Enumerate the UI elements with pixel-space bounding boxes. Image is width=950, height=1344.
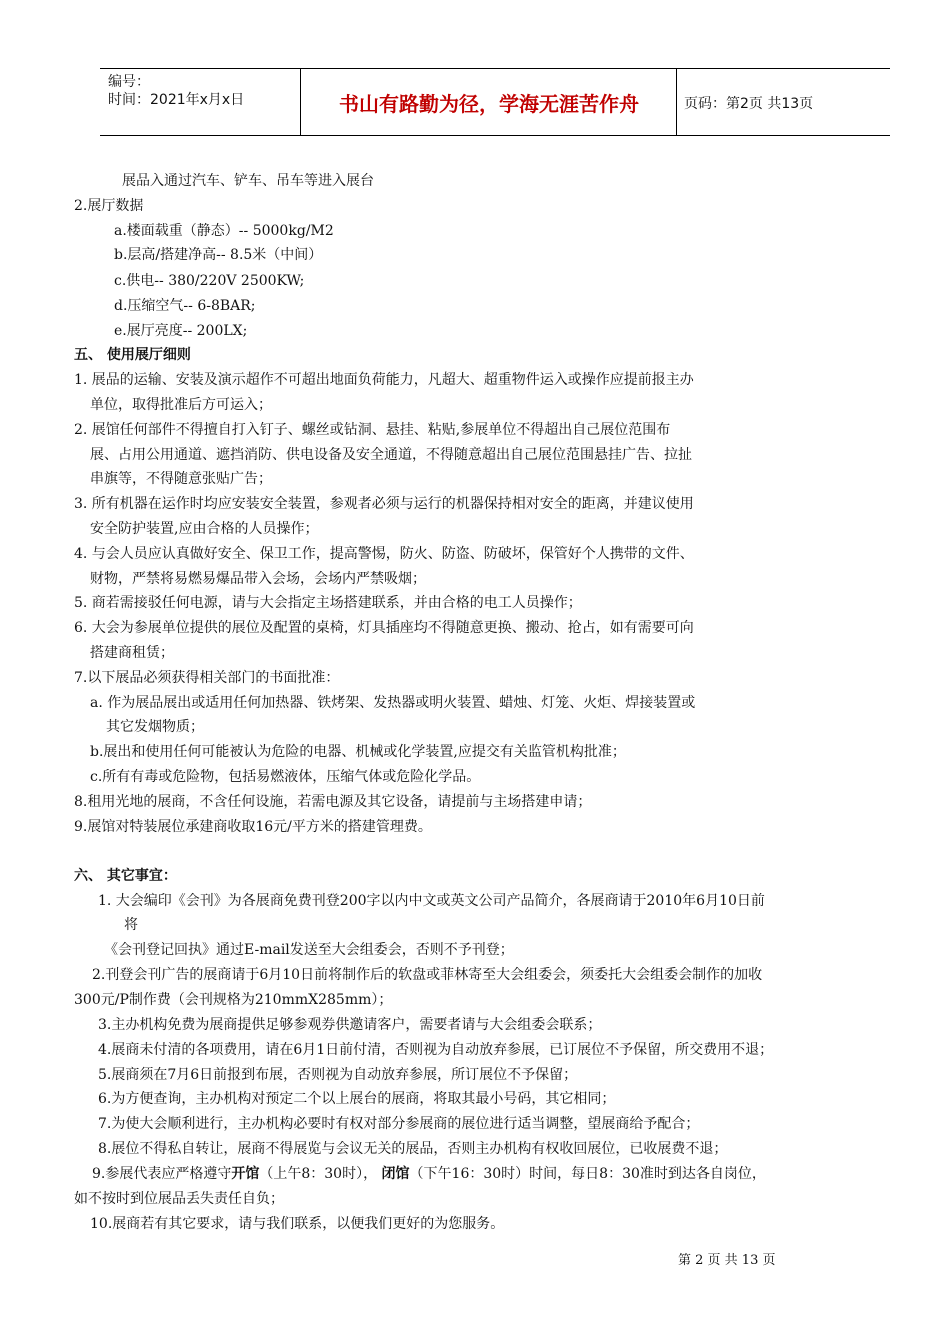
list-item: 5. 商若需接驳任何电源，请与大会指定主场搭建联系，并由合格的电工人员操作； — [74, 595, 582, 611]
list-item: 5.展商须在7月6日前报到布展，否则视为自动放弃参展，所订展位不予保留； — [98, 1067, 578, 1083]
document-time: 时间：2021年x月x日 — [108, 92, 245, 108]
sub-list-item: b.展出和使用任何可能被认为危险的电器、机械或化学装置,应提交有关监管机构批准； — [90, 744, 626, 760]
list-item: a.楼面载重（静态）-- 5000kg/M2 — [114, 223, 334, 239]
list-item-continuation: 搭建商租赁； — [90, 645, 174, 661]
list-item: 1. 大会编印《会刊》为各展商免费刊登200字以内中文或英文公司产品简介，各展商请于2010年6月10日前 — [98, 893, 765, 909]
list-item-text: （下午16：30时）时间，每日8：30准时到达各自岗位， — [409, 1166, 766, 1182]
list-item: e.展厅亮度-- 200LX; — [114, 323, 248, 339]
list-item: 8.租用光地的展商，不含任何设施，若需电源及其它设备，请提前与主场搭建申请； — [74, 794, 592, 810]
header-meta — [108, 73, 300, 109]
document-number-label: 编号： — [108, 74, 150, 90]
header-divider — [300, 69, 301, 135]
list-item: 9.展馆对特装展位承建商收取16元/平方米的搭建管理费。 — [74, 819, 432, 835]
list-item: d.压缩空气-- 6-8BAR; — [114, 298, 256, 314]
list-item-continuation: 展、占用公用通道、遮挡消防、供电设备及安全通道，不得随意超出自己展位范围悬挂广告、拉扯 — [90, 447, 692, 463]
list-item-continuation: 如不按时到位展品丢失责任自负； — [74, 1191, 284, 1207]
sub-list-item: c.所有有毒或危险物，包括易燃液体，压缩气体或危险化学品。 — [90, 769, 481, 785]
close-time-label: 闭馆 — [381, 1166, 410, 1182]
list-item: 6. 大会为参展单位提供的展位及配置的桌椅，灯具插座均不得随意更换、搬动、抢占，如有需要可向 — [74, 620, 694, 636]
section-subheading: 2.展厅数据 — [74, 198, 144, 214]
section-heading: 六、 其它事宜： — [74, 868, 177, 884]
list-item-continuation: 串旗等，不得随意张贴广告； — [90, 471, 272, 487]
list-item-continuation: 将 — [124, 917, 138, 933]
open-time-label: 开馆 — [231, 1166, 260, 1182]
body-line: 展品入通过汽车、铲车、吊车等进入展台 — [122, 173, 374, 189]
list-item: 3. 所有机器在运作时均应安装安全装置，参观者必须与运行的机器保持相对安全的距离，并建议使用 — [74, 496, 694, 512]
sub-list-item-continuation: 其它发烟物质； — [106, 719, 204, 735]
list-item: 2. 展馆任何部件不得擅自打入钉子、螺丝或钻洞、悬挂、粘贴,参展单位不得超出自己展位范围布 — [74, 422, 671, 438]
list-item-text: （上午8：30时）， — [259, 1166, 382, 1182]
header-motto: 书山有路勤为径，学海无涯苦作舟 — [339, 91, 639, 116]
list-item: 6.为方便查询，主办机构对预定二个以上展台的展商，将取其最小号码，其它相同； — [98, 1091, 616, 1107]
sub-list-item: a. 作为展品展出或适用任何加热器、铁烤架、发热器或明火装置、蜡烛、灯笼、火炬、焊接装置或 — [90, 695, 696, 711]
section-heading: 五、 使用展厅细则 — [74, 347, 191, 363]
list-item: 7.以下展品必须获得相关部门的书面批准： — [74, 670, 340, 686]
list-item: 1. 展品的运输、安装及演示超作不可超出地面负荷能力，凡超大、超重物件运入或操作应提前报主办 — [74, 372, 694, 388]
list-item-continuation: 300元/P制作费（会刊规格为210mmX285mm）； — [74, 992, 393, 1008]
list-item: 3.主办机构免费为展商提供足够参观券供邀请客户，需要者请与大会组委会联系； — [98, 1017, 602, 1033]
page-footer: 第 2 页 共 13 页 — [678, 1253, 776, 1268]
list-item: 2.刊登会刊广告的展商请于6月10日前将制作后的软盘或菲林寄至大会组委会，须委托大会组委会制作的加收 — [92, 967, 763, 983]
list-item — [92, 1165, 766, 1183]
list-item-continuation: 单位，取得批准后方可运入； — [90, 397, 272, 413]
header-divider — [676, 69, 677, 135]
page-header — [100, 68, 890, 136]
list-item-continuation: 《会刊登记回执》通过E-mail发送至大会组委会，否则不予刊登； — [104, 942, 514, 958]
list-item: b.层高/搭建净高-- 8.5米（中间） — [114, 247, 323, 263]
list-item-continuation: 安全防护装置,应由合格的人员操作； — [90, 521, 319, 537]
list-item: c.供电-- 380/220V 2500KW; — [114, 273, 305, 289]
list-item: 8.展位不得私自转让，展商不得展览与会议无关的展品，否则主办机构有权收回展位，已收展费不退； — [98, 1141, 728, 1157]
list-item-text: 9.参展代表应严格遵守 — [92, 1166, 232, 1182]
list-item: 7.为使大会顺利进行，主办机构必要时有权对部分参展商的展位进行适当调整，望展商给予配合； — [98, 1116, 700, 1132]
header-page-info: 页码：第2页 共13页 — [684, 96, 814, 112]
list-item: 4. 与会人员应认真做好安全、保卫工作，提高警惕，防火、防盗、防破坏，保管好个人携带的文件、 — [74, 546, 694, 562]
list-item: 4.展商未付清的各项费用，请在6月1日前付清，否则视为自动放弃参展，已订展位不予保留，所交费用不退； — [98, 1042, 774, 1058]
list-item: 10.展商若有其它要求，请与我们联系，以便我们更好的为您服务。 — [90, 1216, 505, 1232]
list-item-continuation: 财物，严禁将易燃易爆品带入会场，会场内严禁吸烟； — [90, 571, 426, 587]
